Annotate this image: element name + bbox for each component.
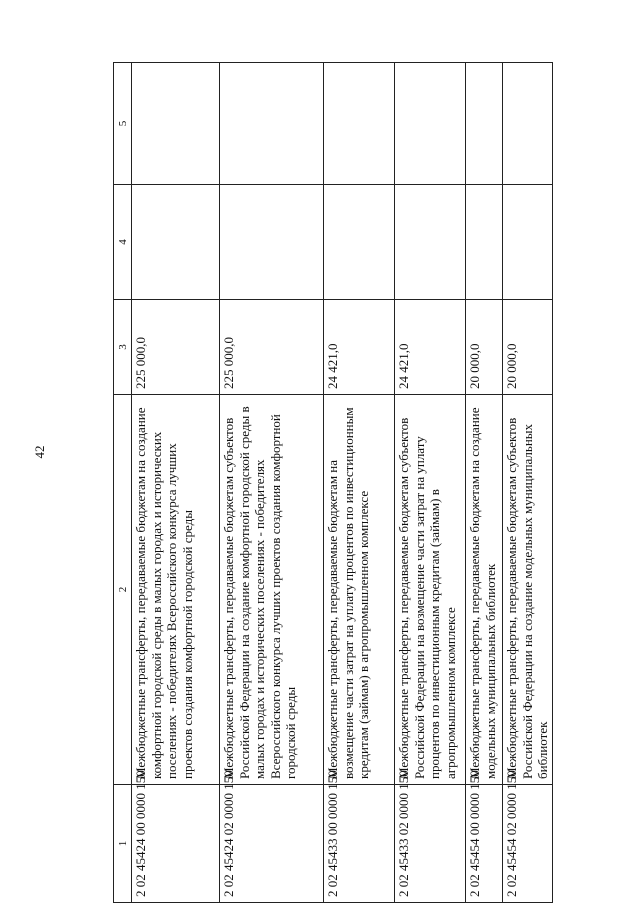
row-code: 2 02 45454 00 0000 150: [466, 785, 503, 903]
row-code: 2 02 45433 00 0000 150: [324, 785, 395, 903]
page-number: 42: [32, 445, 47, 459]
table-row: [395, 63, 466, 903]
row-value-3: 24 421,0: [395, 300, 466, 395]
row-name: Межбюджетные трансферты, передаваемые бюджетам субъектов Российской Федерации на создание модельных муниципальных библиотек: [503, 395, 553, 785]
row-value-5: [324, 63, 395, 185]
table-row: [466, 63, 503, 903]
row-value-3: 225 000,0: [220, 300, 324, 395]
row-value-4: [132, 185, 220, 300]
row-value-4: [503, 185, 553, 300]
row-value-4: [324, 185, 395, 300]
row-name: Межбюджетные трансферты, передаваемые бюджетам на возмещение части затрат на уплату процентов по инвестиционным кредитам (займам) в агропромышленном комплексе: [324, 395, 395, 785]
row-name: Межбюджетные трансферты, передаваемые бюджетам субъектов Российской Федерации на создание комфортной городской среды в малых городах и исторических поселениях - победителях Всероссийского конкурса лучших проектов создания комфортной городской среды: [220, 395, 324, 785]
table-row: [132, 63, 220, 903]
header-col-5: 5: [114, 63, 132, 185]
table-row: [503, 63, 553, 903]
row-value-5: [466, 63, 503, 185]
row-value-3: 24 421,0: [324, 300, 395, 395]
header-col-4: 4: [114, 185, 132, 300]
table-row: [220, 63, 324, 903]
row-code: 2 02 45424 02 0000 150: [220, 785, 324, 903]
row-name: Межбюджетные трансферты, передаваемые бюджетам субъектов Российской Федерации на возмещение части затрат на уплату процентов по инвестиционным кредитам (займам) в агропромышленном комплексе: [395, 395, 466, 785]
row-value-3: 225 000,0: [132, 300, 220, 395]
row-value-4: [220, 185, 324, 300]
header-row: [114, 63, 132, 903]
row-name: Межбюджетные трансферты, передаваемые бюджетам на создание модельных муниципальных библиотек: [466, 395, 503, 785]
table-row: [324, 63, 395, 903]
rotated-page-content: [113, 63, 551, 903]
row-value-5: [503, 63, 553, 185]
row-value-5: [132, 63, 220, 185]
header-col-1: 1: [114, 785, 132, 903]
row-value-4: [395, 185, 466, 300]
row-code: 2 02 45433 02 0000 150: [395, 785, 466, 903]
row-value-3: 20 000,0: [466, 300, 503, 395]
row-name: Межбюджетные трансферты, передаваемые бюджетам на создание комфортной городской среды в малых городах и исторических поселениях - победителях Всероссийского конкурса лучших проектов создания комфортной городской среды: [132, 395, 220, 785]
row-code: 2 02 45454 02 0000 150: [503, 785, 553, 903]
row-value-5: [395, 63, 466, 185]
header-col-3: 3: [114, 300, 132, 395]
row-value-4: [466, 185, 503, 300]
header-col-2: 2: [114, 395, 132, 785]
row-value-3: 20 000,0: [503, 300, 553, 395]
budget-table: [113, 62, 553, 903]
row-code: 2 02 45424 00 0000 150: [132, 785, 220, 903]
row-value-5: [220, 63, 324, 185]
